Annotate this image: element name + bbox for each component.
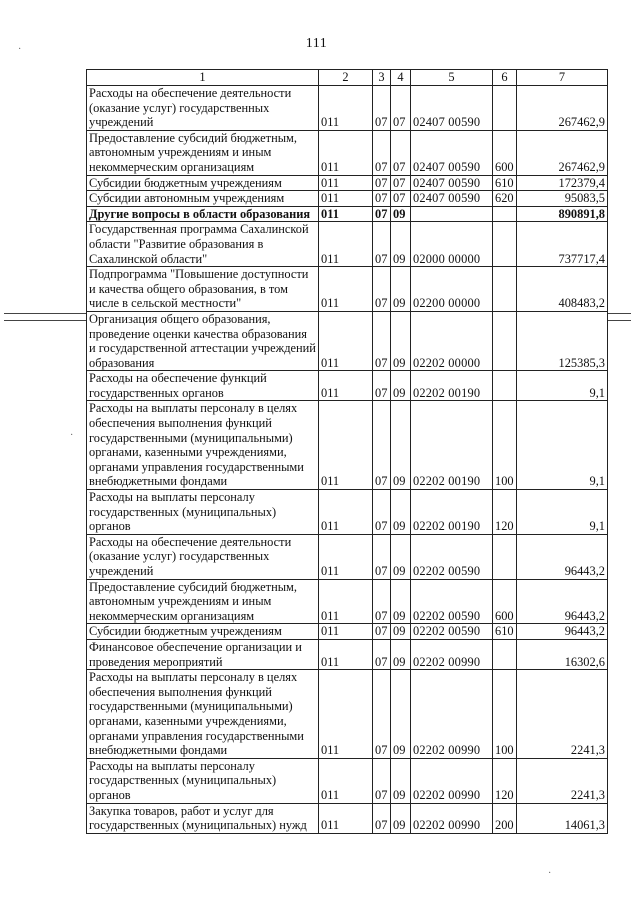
row-name: Финансовое обеспечение организации и проведения мероприятий xyxy=(87,639,319,669)
row-target-article: 02202 00990 xyxy=(411,803,493,833)
row-target-article: 02202 00590 xyxy=(411,579,493,624)
row-name: Расходы на выплаты персоналу государственных (муниципальных) органов xyxy=(87,758,319,803)
row-name: Расходы на выплаты персоналу государственных (муниципальных) органов xyxy=(87,490,319,535)
row-expense-type xyxy=(493,222,517,267)
row-expense-type: 620 xyxy=(493,191,517,207)
row-subsection-code: 09 xyxy=(391,371,411,401)
table-row xyxy=(87,371,608,401)
header-col-subsection: 4 xyxy=(391,70,411,86)
scan-line xyxy=(607,313,631,314)
scan-line xyxy=(4,313,86,314)
row-section-code: 07 xyxy=(373,191,391,207)
row-section-code: 07 xyxy=(373,175,391,191)
header-col-target-article: 5 xyxy=(411,70,493,86)
table-row xyxy=(87,758,608,803)
row-subsection-code: 09 xyxy=(391,534,411,579)
row-expense-type: 120 xyxy=(493,758,517,803)
row-sum: 9,1 xyxy=(517,371,608,401)
table-row xyxy=(87,670,608,759)
row-sum: 95083,5 xyxy=(517,191,608,207)
row-expense-type xyxy=(493,371,517,401)
row-subsection-code: 07 xyxy=(391,191,411,207)
row-subsection-code: 07 xyxy=(391,175,411,191)
row-expense-type: 600 xyxy=(493,579,517,624)
row-target-article: 02200 00000 xyxy=(411,267,493,312)
table-row xyxy=(87,222,608,267)
row-subsection-code: 09 xyxy=(391,803,411,833)
row-section-code: 07 xyxy=(373,624,391,640)
row-section-code: 07 xyxy=(373,371,391,401)
row-section-code: 07 xyxy=(373,401,391,490)
row-name: Расходы на выплаты персоналу в целях обеспечения выполнения функций государственными (муниципальными) органами, казенными учреждениями, органами управления государственными внебюджетными фондами xyxy=(87,670,319,759)
row-expense-type xyxy=(493,311,517,370)
row-ministry-code: 011 xyxy=(319,624,373,640)
row-sum: 96443,2 xyxy=(517,624,608,640)
row-expense-type: 100 xyxy=(493,670,517,759)
row-ministry-code: 011 xyxy=(319,371,373,401)
table-body xyxy=(87,86,608,834)
row-sum: 96443,2 xyxy=(517,579,608,624)
row-expense-type xyxy=(493,206,517,222)
header-col-expense-type: 6 xyxy=(493,70,517,86)
row-sum: 125385,3 xyxy=(517,311,608,370)
row-name: Предоставление субсидий бюджетным, автономным учреждениям и иным некоммерческим организациям xyxy=(87,130,319,175)
row-ministry-code: 011 xyxy=(319,130,373,175)
row-ministry-code: 011 xyxy=(319,401,373,490)
row-target-article: 02202 00190 xyxy=(411,371,493,401)
table-row xyxy=(87,401,608,490)
row-sum: 890891,8 xyxy=(517,206,608,222)
row-name: Расходы на обеспечение функций государственных органов xyxy=(87,371,319,401)
scan-line xyxy=(4,320,86,321)
header-col-section: 3 xyxy=(373,70,391,86)
table-row xyxy=(87,86,608,131)
row-expense-type xyxy=(493,534,517,579)
table-row xyxy=(87,624,608,640)
row-sum: 267462,9 xyxy=(517,86,608,131)
row-section-code: 07 xyxy=(373,130,391,175)
row-sum: 267462,9 xyxy=(517,130,608,175)
row-ministry-code: 011 xyxy=(319,758,373,803)
row-expense-type xyxy=(493,639,517,669)
row-subsection-code: 09 xyxy=(391,401,411,490)
table-row xyxy=(87,130,608,175)
header-col-sum: 7 xyxy=(517,70,608,86)
row-sum: 96443,2 xyxy=(517,534,608,579)
row-sum: 2241,3 xyxy=(517,670,608,759)
row-subsection-code: 09 xyxy=(391,579,411,624)
row-subsection-code: 09 xyxy=(391,758,411,803)
row-target-article: 02202 00990 xyxy=(411,639,493,669)
row-expense-type: 600 xyxy=(493,130,517,175)
row-expense-type: 610 xyxy=(493,175,517,191)
row-target-article: 02000 00000 xyxy=(411,222,493,267)
row-target-article: 02407 00590 xyxy=(411,130,493,175)
row-ministry-code: 011 xyxy=(319,267,373,312)
row-expense-type: 200 xyxy=(493,803,517,833)
row-section-code: 07 xyxy=(373,490,391,535)
table-row xyxy=(87,579,608,624)
header-col-ministry: 2 xyxy=(319,70,373,86)
table-row xyxy=(87,803,608,833)
row-section-code: 07 xyxy=(373,267,391,312)
row-section-code: 07 xyxy=(373,86,391,131)
row-section-code: 07 xyxy=(373,534,391,579)
row-name: Другие вопросы в области образования xyxy=(87,206,319,222)
row-ministry-code: 011 xyxy=(319,639,373,669)
row-subsection-code: 09 xyxy=(391,206,411,222)
row-subsection-code: 09 xyxy=(391,267,411,312)
row-ministry-code: 011 xyxy=(319,175,373,191)
row-target-article: 02202 00000 xyxy=(411,311,493,370)
table-row xyxy=(87,311,608,370)
table-header-row xyxy=(87,70,608,86)
row-target-article: 02202 00590 xyxy=(411,624,493,640)
row-name: Предоставление субсидий бюджетным, автономным учреждениям и иным некоммерческим организациям xyxy=(87,579,319,624)
row-sum: 14061,3 xyxy=(517,803,608,833)
table-row xyxy=(87,191,608,207)
table-row xyxy=(87,206,608,222)
row-section-code: 07 xyxy=(373,639,391,669)
table-row xyxy=(87,175,608,191)
row-subsection-code: 07 xyxy=(391,86,411,131)
row-subsection-code: 09 xyxy=(391,311,411,370)
row-target-article: 02407 00590 xyxy=(411,191,493,207)
row-target-article: 02202 00190 xyxy=(411,401,493,490)
row-subsection-code: 07 xyxy=(391,130,411,175)
row-ministry-code: 011 xyxy=(319,86,373,131)
row-target-article: 02202 00990 xyxy=(411,670,493,759)
row-section-code: 07 xyxy=(373,311,391,370)
row-expense-type xyxy=(493,267,517,312)
row-name: Подпрограмма "Повышение доступности и качества общего образования, в том числе в сельской местности" xyxy=(87,267,319,312)
row-section-code: 07 xyxy=(373,758,391,803)
row-target-article: 02202 00190 xyxy=(411,490,493,535)
table-row xyxy=(87,267,608,312)
row-target-article: 02407 00590 xyxy=(411,175,493,191)
row-sum: 2241,3 xyxy=(517,758,608,803)
row-subsection-code: 09 xyxy=(391,490,411,535)
row-expense-type: 120 xyxy=(493,490,517,535)
row-sum: 737717,4 xyxy=(517,222,608,267)
row-target-article: 02202 00590 xyxy=(411,534,493,579)
page-number: 111 xyxy=(305,36,328,51)
row-name: Расходы на обеспечение деятельности (оказание услуг) государственных учреждений xyxy=(87,534,319,579)
row-ministry-code: 011 xyxy=(319,311,373,370)
row-name: Субсидии бюджетным учреждениям xyxy=(87,624,319,640)
row-name: Субсидии бюджетным учреждениям xyxy=(87,175,319,191)
row-section-code: 07 xyxy=(373,579,391,624)
budget-table xyxy=(86,69,608,834)
table-row xyxy=(87,534,608,579)
row-subsection-code: 09 xyxy=(391,670,411,759)
row-target-article: 02407 00590 xyxy=(411,86,493,131)
row-section-code: 07 xyxy=(373,803,391,833)
row-subsection-code: 09 xyxy=(391,624,411,640)
row-ministry-code: 011 xyxy=(319,534,373,579)
header-col-name: 1 xyxy=(87,70,319,86)
row-sum: 16302,6 xyxy=(517,639,608,669)
row-ministry-code: 011 xyxy=(319,579,373,624)
row-section-code: 07 xyxy=(373,222,391,267)
row-ministry-code: 011 xyxy=(319,191,373,207)
row-name: Расходы на выплаты персоналу в целях обеспечения выполнения функций государственными (муниципальными) органами, казенными учреждениями, органами управления государственными внебюджетными фондами xyxy=(87,401,319,490)
scan-dot: · xyxy=(548,868,552,879)
row-sum: 9,1 xyxy=(517,490,608,535)
row-subsection-code: 09 xyxy=(391,639,411,669)
row-section-code: 07 xyxy=(373,206,391,222)
scan-line xyxy=(607,320,631,321)
scan-dot: · xyxy=(18,44,22,55)
row-expense-type: 100 xyxy=(493,401,517,490)
row-ministry-code: 011 xyxy=(319,206,373,222)
table-row xyxy=(87,639,608,669)
row-expense-type: 610 xyxy=(493,624,517,640)
row-subsection-code: 09 xyxy=(391,222,411,267)
row-target-article xyxy=(411,206,493,222)
row-ministry-code: 011 xyxy=(319,803,373,833)
row-ministry-code: 011 xyxy=(319,670,373,759)
row-section-code: 07 xyxy=(373,670,391,759)
row-name: Закупка товаров, работ и услуг для государственных (муниципальных) нужд xyxy=(87,803,319,833)
row-name: Государственная программа Сахалинской области "Развитие образования в Сахалинской области" xyxy=(87,222,319,267)
row-ministry-code: 011 xyxy=(319,490,373,535)
row-name: Субсидии автономным учреждениям xyxy=(87,191,319,207)
scan-dot: · xyxy=(70,430,74,441)
row-expense-type xyxy=(493,86,517,131)
row-sum: 408483,2 xyxy=(517,267,608,312)
row-name: Организация общего образования, проведение оценки качества образования и государственной аттестации учреждений образования xyxy=(87,311,319,370)
row-name: Расходы на обеспечение деятельности (оказание услуг) государственных учреждений xyxy=(87,86,319,131)
row-target-article: 02202 00990 xyxy=(411,758,493,803)
row-ministry-code: 011 xyxy=(319,222,373,267)
row-sum: 172379,4 xyxy=(517,175,608,191)
row-sum: 9,1 xyxy=(517,401,608,490)
table-row xyxy=(87,490,608,535)
